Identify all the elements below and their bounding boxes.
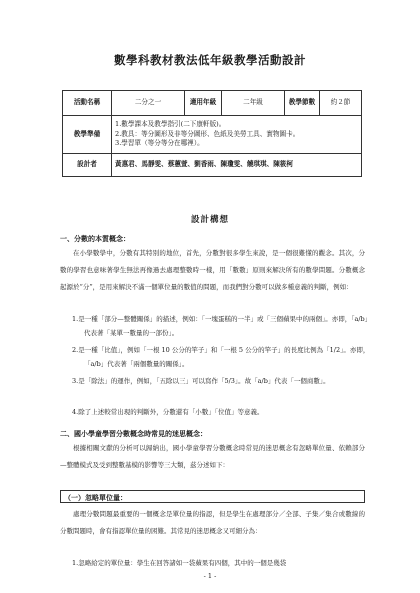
paragraph-intro: 在小學數學中，分數有其特別的地位，首先，分數對很多學生來說，是一個很難懂的觀念。其次，分數的學習也意味著學生無法再像過去處理整數時一樣，用「數數」原則來解決所有的數學問題。分數概念起源於“分”，是用來解決不滿一個單位量的數值的問題，而我們對分數可以做多種意義的判斷，例如： (60, 249, 365, 291)
lesson-info-table (62, 90, 362, 177)
periods-value: 約２節 (320, 91, 362, 116)
prep-item: 1.數學課本及教學指引(二下康軒版)。 (115, 120, 226, 129)
list-item: 1.忽略給定的單位量：學生在回答諸如一袋蘋果有四個，其中的一個是幾袋 (72, 559, 287, 567)
periods-label: 教學節數 (285, 91, 320, 116)
designer-label: 設計者 (63, 154, 112, 177)
subheading-unit-ignored: （一）忽略單位量： (60, 490, 365, 503)
list-item: 2.是一種「比值」，例如「一根 10 公分的竿子」和「一根 5 公分的竿子」的長度比例為「1/2」。亦即，「a/b」代表著「兩個數量的關係」。 (72, 346, 370, 368)
paragraph-misconceptions: 根據相關文獻的分析可以歸納出，國小學童學習分數概念時常見的迷思概念有忽略單位量、依賴部分—整體模式及受到整數基模的影響等三大類，茲分述如下： (60, 444, 365, 469)
paragraph-unit: 處理分數問題最重要的一個概念是單位量的指認，但是學生在處理部分／全部、子集／集合或數線的分數問題時，會有指認單位量的困難。其常見的迷思概念又可細分為： (60, 510, 365, 535)
grade-value: 二年級 (222, 91, 285, 116)
prep-item: 3.學習單（等分等分在哪裡）。 (115, 139, 204, 148)
prep-list (112, 116, 362, 154)
list-item: 1.是一種「部分—整體關係」的描述，例如：「一塊蛋糕的一半」或「三個蘋果中的兩個」。亦即，「a/b」代表著「某單一數量的一部份」。 (72, 315, 372, 337)
document-title: 數學科教材教法低年級教學活動設計 (114, 53, 306, 67)
designer-names: 黃惠君、馬靜雯、蔡蕙萱、劉香雨、陳瓊雯、饒琪琪、陳筱柯 (112, 154, 362, 177)
unit-name-label: 活動名稱 (63, 91, 112, 116)
grade-label: 適用年級 (185, 91, 222, 116)
unit-name-value: 二分之一 (112, 91, 185, 116)
list-item: 3.是「除法」的運作，例如，「五除以三」可以寫作「5/3」。故「a/b」代表「一個商數」。 (72, 377, 330, 385)
section-title: 設計構想 (190, 215, 229, 225)
prep-label: 教學準備 (63, 116, 112, 154)
prep-item: 2.教具：等分圖形及非等分圖形、色紙及美勞工具、實物圖卡。 (115, 129, 300, 138)
page-number: - 1 - (203, 572, 217, 580)
list-item: 4.除了上述較常出現的判斷外，分數還有「小數」「位值」等意義。 (72, 408, 264, 416)
heading-fraction-concept: 一、分數的本質概念： (60, 234, 130, 243)
heading-misconceptions: 二、國小學童學習分數概念時常見的迷思概念： (60, 429, 207, 438)
